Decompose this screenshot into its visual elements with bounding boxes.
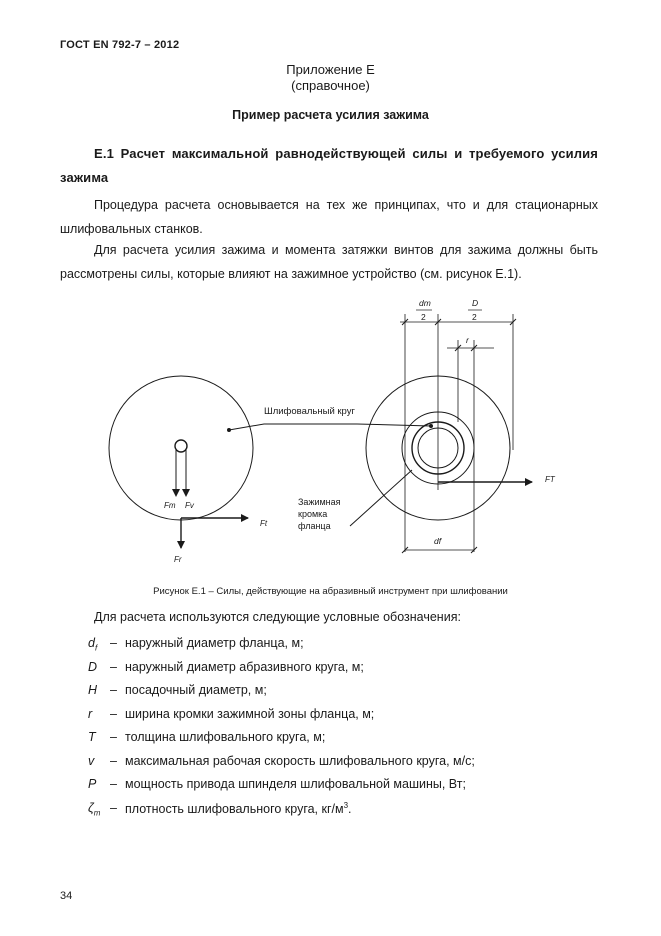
- notation-item: $d_f$ – наружный диаметр фланца, м;: [88, 636, 304, 653]
- notation-item: H – посадочный диаметр, м;: [88, 683, 267, 697]
- wheel-leader-line: [229, 424, 431, 430]
- label-Fr: Fr: [174, 555, 182, 564]
- section-title: Е.1 Расчет максимальной равнодействующей силы и требуемого усилия зажима: [60, 146, 598, 185]
- label-Fm: Fm: [164, 501, 176, 510]
- paragraph-forces: Для расчета усилия зажима и момента затяжки винтов для зажима должны быть рассмотрены силы, которые влияют на зажимное устройство (см. рисунок Е.1).: [60, 243, 598, 281]
- dim-D-label: D: [472, 298, 479, 308]
- notation-item: $\zeta_m$ – плотность шлифовального круга, $кг/м^3$.: [88, 800, 352, 817]
- label-Ft: Ft: [260, 519, 268, 528]
- left-wheel-circle: [109, 376, 253, 520]
- leader-dot-left: [228, 429, 231, 432]
- notation-item: v – максимальная рабочая скорость шлифовального круга, м/с;: [88, 753, 475, 768]
- notation-item: T – толщина шлифовального круга, м;: [88, 730, 326, 744]
- standard-header: ГОСТ EN 792-7 – 2012: [60, 39, 180, 51]
- notation-intro: Для расчета используются следующие условные обозначения:: [94, 610, 461, 624]
- notation-item: P – мощность привода шпинделя шлифовальной машины, Вт;: [88, 777, 466, 791]
- leader-dot-right: [430, 425, 433, 428]
- label-FT: FT: [545, 475, 555, 484]
- dim-df-label: df: [434, 536, 442, 546]
- dim-r-label: r: [466, 335, 469, 345]
- dim-dm-den: 2: [421, 312, 426, 322]
- appendix-title: Приложение Е: [286, 62, 375, 77]
- notation-list: [60, 636, 620, 824]
- left-wheel-hub: [175, 440, 187, 452]
- clamp-leader-line: [350, 470, 412, 526]
- example-title: Пример расчета усилия зажима: [232, 108, 429, 122]
- label-clamp-3: фланца: [298, 521, 331, 531]
- label-clamp-1: Зажимная: [298, 497, 341, 507]
- label-Fv: Fv: [185, 501, 194, 510]
- dim-D-den: 2: [472, 312, 477, 322]
- dim-dm-label: dm: [419, 298, 431, 308]
- notation-item: D – наружный диаметр абразивного круга, м;: [88, 659, 364, 674]
- paragraph-procedure: Процедура расчета основывается на тех же принципах, что и для стационарных шлифовальных станков.: [60, 198, 598, 236]
- label-wheel: Шлифовальный круг: [264, 406, 355, 417]
- notation-item: r – ширина кромки зажимной зоны фланца, м;: [88, 706, 375, 721]
- page-number: 34: [60, 890, 73, 902]
- figure-caption: Рисунок Е.1 – Силы, действующие на абразивный инструмент при шлифовании: [153, 586, 508, 597]
- appendix-subtitle: (справочное): [291, 78, 370, 93]
- figure-forces-diagram: [0, 290, 661, 580]
- label-clamp-2: кромка: [298, 509, 328, 519]
